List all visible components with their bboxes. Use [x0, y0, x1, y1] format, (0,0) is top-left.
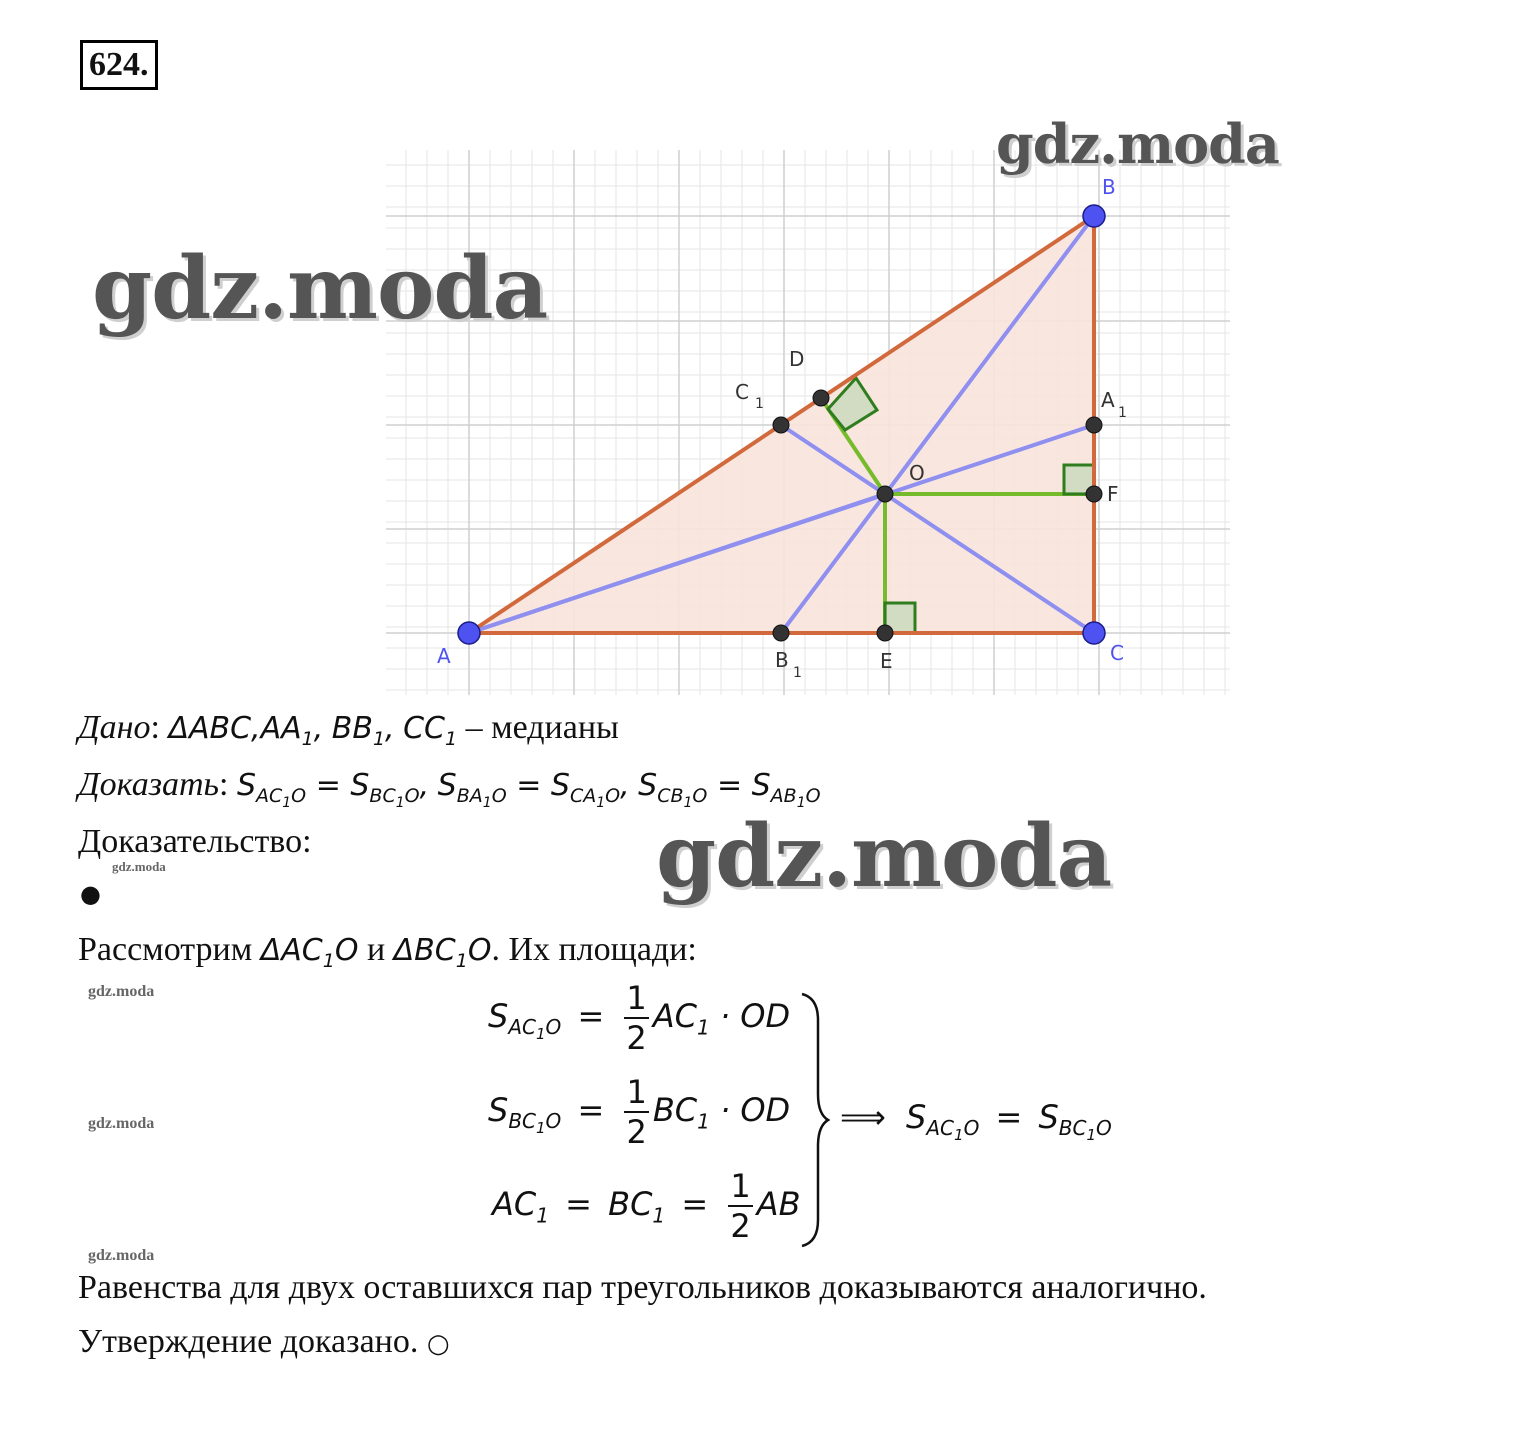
remaining-line: Равенства для двух оставшихся пар треугольников доказываются аналогично. — [78, 1269, 1207, 1306]
brace-path — [802, 994, 828, 1246]
given-median-2: BB — [331, 711, 373, 746]
given-word: медианы — [491, 709, 619, 746]
point-a1 — [1086, 417, 1102, 433]
label-e: E — [880, 649, 893, 673]
consider-line — [78, 928, 697, 983]
watermark-top-right: gdz.moda — [996, 112, 1279, 176]
label-b1: B — [775, 648, 789, 672]
proof-heading: Доказательство: — [78, 823, 312, 860]
watermark-small-4: gdz.moda — [88, 1247, 155, 1264]
label-a: A — [437, 644, 451, 668]
point-e — [877, 625, 893, 641]
vertex-b — [1083, 205, 1105, 227]
label-d: D — [789, 347, 805, 371]
equation-1: $S_{AC_1O}$ = $\frac{1}{2}$ $AC_1$ · OD — [488, 979, 791, 1057]
watermark-middle: gdz.moda — [656, 806, 1112, 907]
watermark-small-1: gdz.moda — [112, 859, 166, 874]
given-median-3: CC — [403, 711, 445, 746]
given-dash: – — [465, 709, 483, 746]
consider-suffix: . Их площади: — [491, 931, 697, 968]
label-c1: C — [735, 380, 749, 404]
prove-line — [78, 763, 821, 825]
given-median-1-sub: 1 — [301, 728, 314, 750]
equation-3: $AC_1 = BC_1$ = $\frac{1}{2}$ AB — [492, 1167, 801, 1245]
task-number: 624. — [80, 40, 158, 90]
conclusion-text: Утверждение доказано. — [78, 1323, 419, 1360]
given-label: Дано — [78, 709, 151, 746]
vertex-c — [1083, 622, 1105, 644]
label-f: F — [1107, 482, 1119, 506]
consider-and: и — [366, 931, 386, 968]
watermark-small-3: gdz.moda — [88, 1115, 155, 1132]
watermark-small-2: gdz.moda — [88, 983, 155, 1000]
given-triangle: ΔABC — [168, 711, 252, 746]
vertex-a — [458, 622, 480, 644]
system-brace — [796, 990, 836, 1250]
equation-2: $S_{BC_1O}$ = $\frac{1}{2}$ $BC_1$ · OD — [488, 1073, 791, 1151]
point-f — [1086, 486, 1102, 502]
consider-tri-2: $\Delta BC_1O$ — [393, 933, 492, 972]
consider-prefix: Рассмотрим — [78, 931, 253, 968]
label-b1-sub: 1 — [793, 665, 802, 681]
prove-equality-1: $S_{AC_1O} = S_{BC_1O}$, — [236, 768, 430, 811]
label-o: O — [909, 461, 925, 485]
prove-equality-3: $S_{CB_1O} = S_{AB_1O}$ — [638, 768, 821, 811]
given-median-3-sub: 1 — [444, 728, 458, 750]
point-o — [877, 486, 893, 502]
given-colon: : — [150, 709, 160, 746]
point-d — [813, 390, 829, 406]
given-median-1: AA — [260, 711, 302, 746]
end-mark: ○ — [426, 1329, 450, 1359]
proof-bullet: ● — [80, 880, 101, 908]
label-c: C — [1110, 641, 1124, 665]
given-median-2-sub: 1 — [372, 728, 386, 750]
point-c1 — [773, 417, 789, 433]
label-a1: A — [1101, 388, 1115, 412]
consider-tri-1: $\Delta AC_1O$ — [260, 933, 359, 972]
label-a1-sub: 1 — [1118, 405, 1127, 421]
given-line: Дано: $\Delta ABC,AA_1$, $BB_1$, $CC_1$ – медианы — [78, 709, 619, 750]
prove-label: Доказать — [78, 766, 219, 803]
watermark-left: gdz.moda — [92, 238, 548, 339]
label-b: B — [1102, 175, 1116, 199]
prove-equality-2: $S_{BA_1O} = S_{CA_1O}$, — [437, 768, 630, 811]
prove-colon: : — [218, 766, 229, 803]
equation-result: ⟹ $S_{AC_1O} = S_{BC_1O}$ — [840, 1098, 1112, 1145]
conclusion-line — [78, 1320, 450, 1366]
label-c1-sub: 1 — [755, 396, 764, 412]
point-b1 — [773, 625, 789, 641]
